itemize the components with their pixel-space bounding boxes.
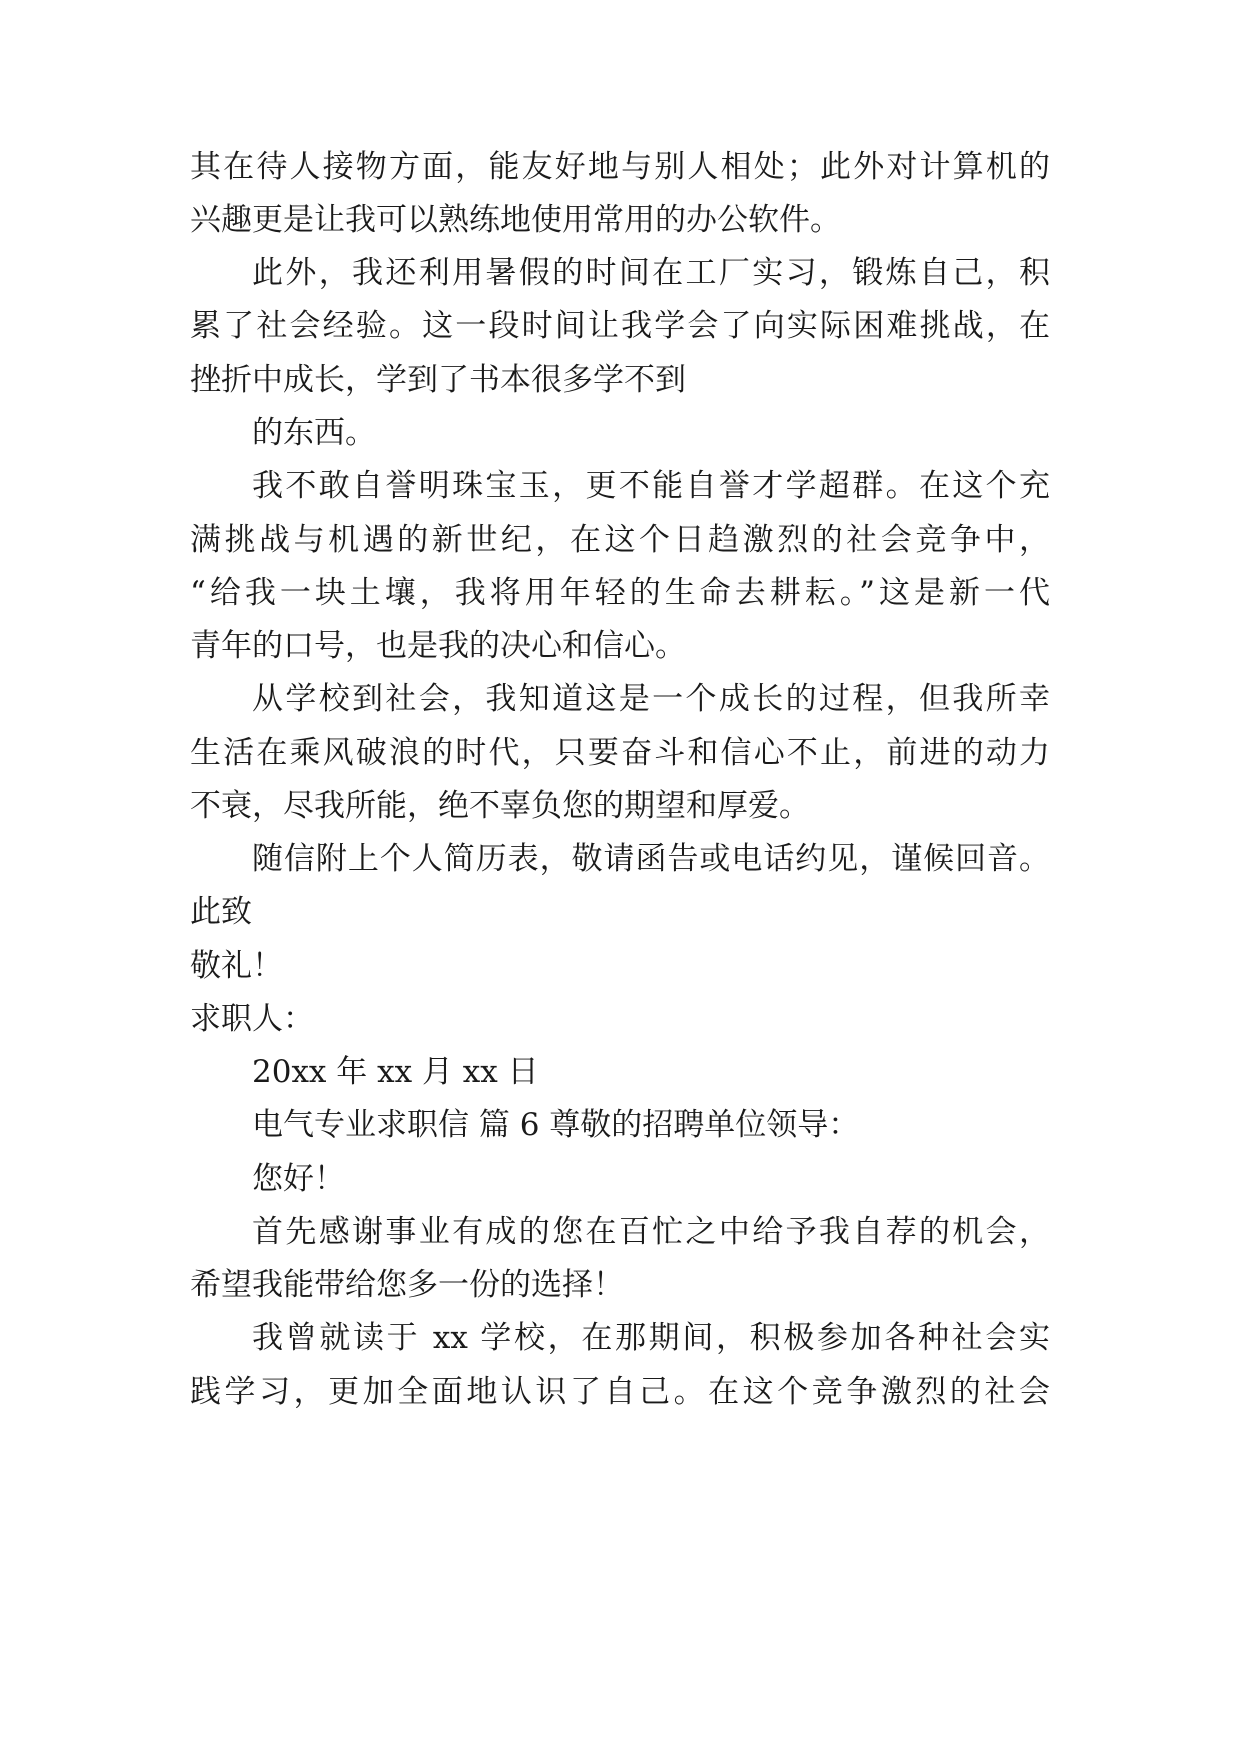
text-line: 从学校到社会，我知道这是一个成长的过程，但我所幸	[252, 681, 1050, 717]
text-line: 我曾就读于 xx 学校，在那期间，积极参加各种社会实	[252, 1320, 1050, 1356]
text-line: 希望我能带给您多一份的选择！	[190, 1267, 624, 1303]
closing-salutation: 此致	[190, 894, 252, 930]
letter-date: 20xx 年 xx 月 xx 日	[252, 1054, 539, 1090]
applicant-label: 求职人：	[190, 1001, 314, 1037]
text-line: 兴趣更是让我可以熟练地使用常用的办公软件。	[190, 202, 841, 238]
text-line: 其在待人接物方面，能友好地与别人相处；此外对计算机的	[190, 149, 1050, 185]
text-line: 践学习，更加全面地认识了自己。在这个竞争激烈的社会	[190, 1374, 1050, 1410]
text-line: 挫折中成长，学到了书本很多学不到	[190, 362, 686, 398]
text-line: 青年的口号，也是我的决心和信心。	[190, 628, 686, 664]
text-line: 生活在乘风破浪的时代，只要奋斗和信心不止，前进的动力	[190, 735, 1050, 771]
section-heading: 电气专业求职信 篇 6 尊敬的招聘单位领导：	[252, 1107, 860, 1143]
closing-regards: 敬礼！	[190, 948, 283, 984]
text-line: 首先感谢事业有成的您在百忙之中给予我自荐的机会，	[252, 1214, 1050, 1250]
text-line: 不衰，尽我所能，绝不辜负您的期望和厚爱。	[190, 788, 810, 824]
text-line: 此外，我还利用暑假的时间在工厂实习，锻炼自己，积	[252, 255, 1050, 291]
greeting: 您好！	[252, 1161, 345, 1197]
text-line: 满挑战与机遇的新世纪，在这个日趋激烈的社会竞争中，	[190, 522, 1050, 558]
text-line: “给我一块土壤，我将用年轻的生命去耕耘。”这是新一代	[190, 575, 1050, 611]
text-line: 累了社会经验。这一段时间让我学会了向实际困难挑战，在	[190, 308, 1050, 344]
text-line: 的东西。	[252, 415, 376, 451]
text-line: 我不敢自誉明珠宝玉，更不能自誉才学超群。在这个充	[252, 468, 1050, 504]
text-line: 随信附上个人简历表，敬请函告或电话约见，谨候回音。	[252, 841, 1050, 877]
